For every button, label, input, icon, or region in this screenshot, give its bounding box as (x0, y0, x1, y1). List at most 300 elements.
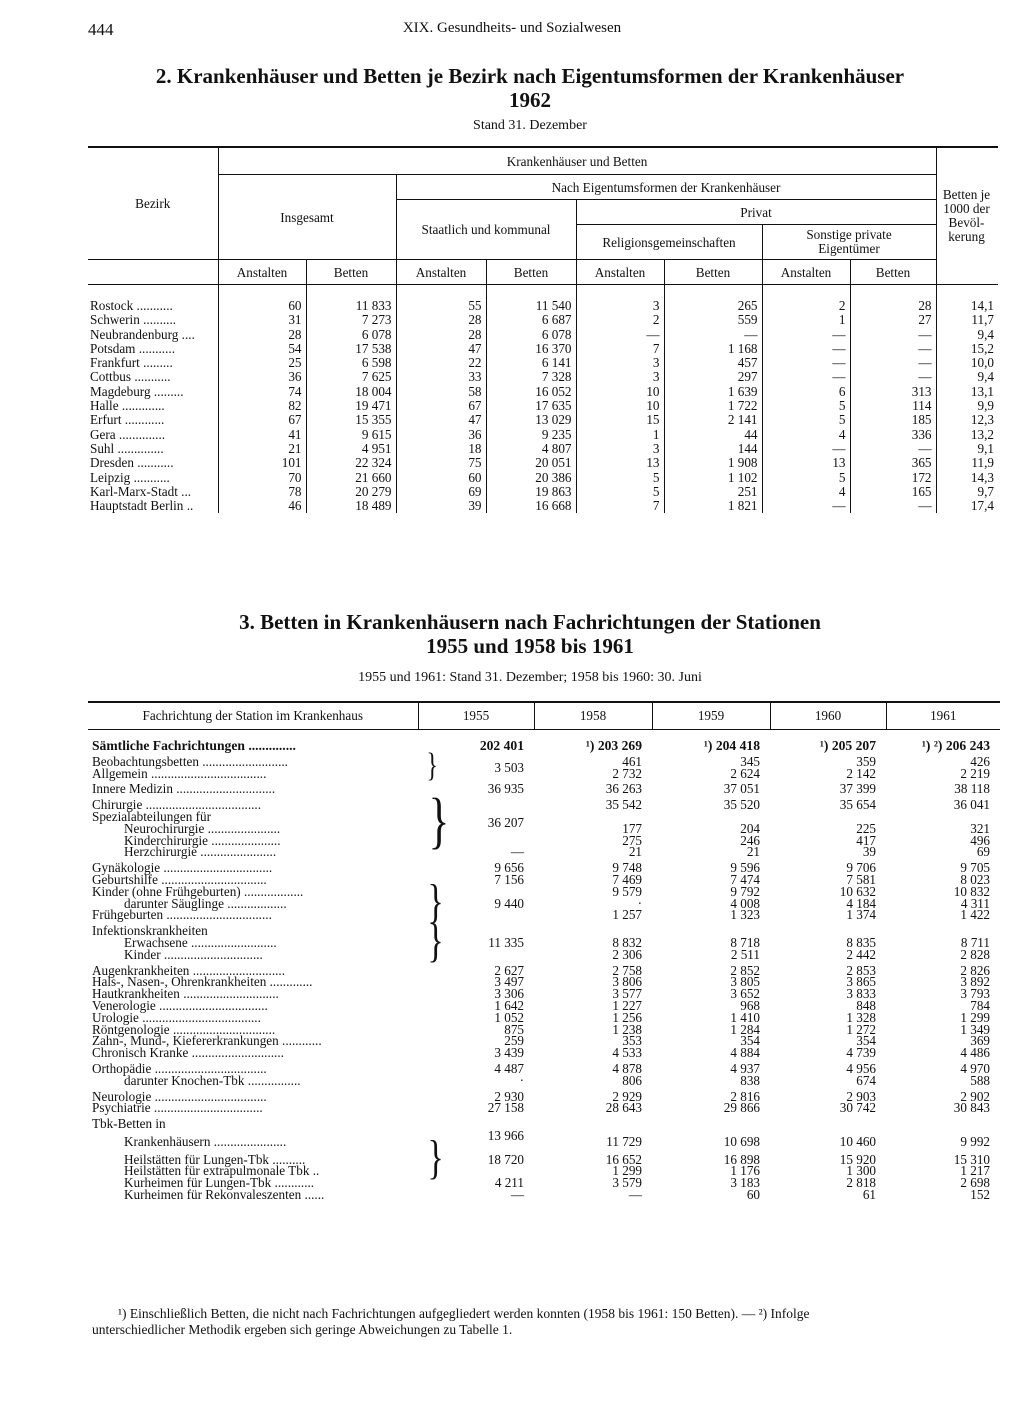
header-betten: Betten (306, 260, 396, 285)
fachrichtung-label: Chirurgie ................................... (92, 797, 261, 813)
table-cell: 8 711 (960, 934, 990, 950)
table-cell: 3 652 (730, 986, 760, 1002)
table-cell (418, 1151, 534, 1167)
table-row (88, 499, 998, 513)
table-cell: 354 (856, 1033, 876, 1049)
table-row (88, 442, 998, 456)
table-cell: 9 579 (612, 883, 642, 899)
table-cell: 16 652 (605, 1151, 642, 1167)
table-row (88, 779, 1000, 795)
table-cell: 1 238 (612, 1021, 642, 1037)
table-cell: 848 (856, 997, 876, 1013)
bezirk-name: Potsdam ........... (90, 341, 175, 356)
table-cell: 177 (622, 820, 642, 836)
table-cell: 3 183 (730, 1175, 760, 1191)
table-cell: 3 497 (494, 974, 524, 990)
fachrichtung-label: Spezialabteilungen für (92, 808, 212, 824)
table-row (88, 1114, 1000, 1130)
table-cell: 2 929 (612, 1088, 642, 1104)
table-cell: 2 219 (960, 765, 990, 781)
table-cell: 13 (576, 456, 664, 470)
table-cell: — (850, 370, 936, 384)
fachrichtung-label: Hautkrankheiten ............................. (92, 986, 279, 1002)
table-cell (886, 1114, 1000, 1130)
table-cell: 9,4 (936, 370, 998, 384)
table-cell: 21 660 (306, 471, 396, 485)
fachrichtung-label: darunter Säuglinge .................. (124, 895, 287, 911)
braced-value: 9 440 (494, 895, 524, 911)
table-cell: 259 (504, 1033, 524, 1049)
table-cell: 10 632 (839, 883, 876, 899)
table-row (88, 413, 998, 427)
table-cell: 28 (850, 299, 936, 313)
fachrichtung-label: Frühgeburten ................................ (92, 907, 272, 923)
table-cell: 18 (396, 442, 486, 456)
table-cell: 29 866 (723, 1100, 760, 1116)
header-fachrichtung: Fachrichtung der Station im Krankenhaus (88, 702, 418, 730)
table-cell: 4 211 (494, 1175, 524, 1191)
table-cell: 10,0 (936, 356, 998, 370)
table-cell: 1 052 (494, 1009, 524, 1025)
table-cell: 17 538 (306, 342, 396, 356)
bezirk-name: Karl-Marx-Stadt ... (90, 484, 192, 499)
table-cell: 3 865 (846, 974, 876, 990)
table-cell: 4 008 (730, 895, 760, 911)
table-cell: 875 (504, 1021, 524, 1037)
table-cell: 31 (218, 313, 306, 327)
table-cell: 1 (576, 428, 664, 442)
total-value: ¹) 204 418 (703, 738, 760, 753)
header-nach-eigentum: Nach Eigentumsformen der Krankenhäuser (396, 175, 936, 200)
table-row (88, 456, 998, 470)
table-cell: 3 439 (494, 1045, 524, 1061)
footnote-2: unterschiedlicher Methodik ergeben sich geringe Abweichungen zu Tabelle 1. (92, 1322, 513, 1337)
table-row (88, 428, 998, 442)
fachrichtung-label: Kinder .............................. (124, 946, 263, 962)
table-cell: 2 732 (612, 765, 642, 781)
table-cell: 3 892 (960, 974, 990, 990)
table-cell: 114 (850, 399, 936, 413)
table-cell: 21 (746, 844, 760, 860)
table-cell: 1 257 (612, 907, 642, 923)
fachrichtung-label: Orthopädie .................................. (92, 1060, 267, 1076)
table-cell: 4 739 (846, 1045, 876, 1061)
brace-glyph: } (427, 874, 444, 928)
table-cell: 4 311 (960, 895, 990, 911)
fachrichtung-label: Beobachtungsbetten .......................... (92, 753, 288, 769)
table-cell: 7 625 (306, 370, 396, 384)
table-cell: 8 835 (846, 934, 876, 950)
table-cell: 2 758 (612, 962, 642, 978)
header-year: 1960 (770, 702, 886, 730)
table-cell: 19 863 (486, 485, 576, 499)
table-cell: 225 (856, 820, 876, 836)
table-cell: 3 579 (612, 1175, 642, 1191)
table-cell: 35 654 (839, 797, 876, 813)
table-cell: 9 656 (494, 860, 524, 876)
table-cell: 8 832 (612, 934, 642, 950)
table-cell: 16 370 (486, 342, 576, 356)
table-cell: 13,1 (936, 385, 998, 399)
header-staatlich: Staatlich und kommunal (396, 200, 576, 260)
table-cell: 1 168 (664, 342, 762, 356)
header-betten: Betten (486, 260, 576, 285)
table-cell: 22 (396, 356, 486, 370)
table-cell: 16 668 (486, 499, 576, 513)
fachrichtung-label: Chronisch Kranke ............................ (92, 1045, 284, 1061)
total-value: 202 401 (479, 738, 524, 753)
table-cell: 9 615 (306, 428, 396, 442)
table-cell: 22 324 (306, 456, 396, 470)
table-cell: 11 833 (306, 299, 396, 313)
table-cell: 8 718 (730, 934, 760, 950)
table-cell: 6 078 (306, 328, 396, 342)
header-bezirk: Bezirk (88, 147, 218, 260)
table-cell: 496 (970, 832, 990, 848)
header-betten: Betten (664, 260, 762, 285)
table-cell: 2 442 (846, 946, 876, 962)
table-cell: 4 (762, 428, 850, 442)
fachrichtung-label: Gynäkologie ................................. (92, 860, 273, 876)
table-cell: — (850, 499, 936, 513)
table-cell: 2 816 (730, 1088, 760, 1104)
table-cell: 12,3 (936, 413, 998, 427)
braced-value: 11 335 (488, 935, 524, 951)
table-cell: 275 (622, 832, 642, 848)
bezirk-name: Cottbus ........... (90, 370, 171, 385)
fachrichtung-label: Zahn-, Mund-, Kiefererkrankungen ............ (92, 1033, 322, 1049)
table-row (88, 795, 1000, 811)
table-cell: 2 903 (846, 1088, 876, 1104)
table-cell: 78 (218, 485, 306, 499)
table-cell: 1 299 (612, 1163, 642, 1179)
table-cell: 35 542 (605, 797, 642, 813)
table-cell: 968 (740, 997, 760, 1013)
table-cell: 28 (396, 313, 486, 327)
table-cell: 58 (396, 385, 486, 399)
header-kh-und-betten: Krankenhäuser und Betten (218, 147, 936, 175)
fachrichtung-label: Tbk-Betten in (92, 1116, 166, 1132)
page-number: 444 (88, 20, 114, 39)
table-row (88, 385, 998, 399)
table-cell: 588 (970, 1072, 990, 1088)
table-cell: 204 (740, 820, 760, 836)
table-cell: 67 (396, 399, 486, 413)
table-cell (418, 746, 534, 784)
table-cell: 4 184 (846, 895, 876, 911)
bezirk-name: Dresden ........... (90, 456, 174, 471)
table-cell: 37 399 (839, 781, 876, 797)
table-cell: 46 (218, 499, 306, 513)
table-cell: 19 471 (306, 399, 396, 413)
table-row (88, 846, 1000, 858)
fachrichtung-label: Kurheimen für Rekonvaleszenten ...... (124, 1186, 325, 1202)
table-cell: 7 (576, 342, 664, 356)
table-cell: 9,4 (936, 328, 998, 342)
table-cell: 10 832 (953, 883, 990, 899)
table-cell: — (762, 370, 850, 384)
table-cell: 1 323 (730, 907, 760, 923)
braced-value: 18 720 (487, 1151, 524, 1167)
table-cell: 17,4 (936, 499, 998, 513)
table-cell: 11 729 (606, 1133, 642, 1149)
table-cell: 21 (628, 844, 642, 860)
table-cell: 60 (218, 299, 306, 313)
table-cell: 10 (576, 385, 664, 399)
table-cell: 359 (856, 753, 876, 769)
table-cell: — (576, 328, 664, 342)
table-cell: 172 (850, 471, 936, 485)
fachrichtung-label: Neurochirurgie ...................... (124, 820, 281, 836)
table-cell: 1 349 (960, 1021, 990, 1037)
table-cell: 15,2 (936, 342, 998, 356)
header-betten: Betten (850, 260, 936, 285)
table-cell: 3 (576, 356, 664, 370)
table-cell: 9 596 (730, 860, 760, 876)
table-cell: 3 577 (612, 986, 642, 1002)
table-row (88, 313, 998, 327)
table-cell: · (637, 895, 642, 911)
header-insgesamt: Insgesamt (218, 175, 396, 260)
table-cell: 13 029 (486, 413, 576, 427)
table-cell: 9 705 (960, 860, 990, 876)
table-cell: — (628, 1186, 642, 1202)
table-cell: 14,3 (936, 471, 998, 485)
table-cell: 75 (396, 456, 486, 470)
table-cell: 1 (762, 313, 850, 327)
table-cell (534, 1114, 652, 1130)
table-row (88, 356, 998, 370)
table-cell: 5 (762, 399, 850, 413)
table-cell: — (762, 442, 850, 456)
table-row (88, 342, 998, 356)
table-cell: 9 706 (846, 860, 876, 876)
fachrichtung-label: Erwachsene .......................... (124, 934, 277, 950)
table-cell: 20 279 (306, 485, 396, 499)
table-cell: 18 489 (306, 499, 396, 513)
table-cell: 4 807 (486, 442, 576, 456)
table-cell: — (850, 356, 936, 370)
table-cell: 7 469 (612, 871, 642, 887)
table-cell: 4 937 (730, 1060, 760, 1076)
table-cell (418, 768, 534, 780)
table-cell: 9,1 (936, 442, 998, 456)
braced-value: 36 207 (487, 815, 524, 831)
table-cell: 38 118 (954, 781, 990, 797)
table-cell: 806 (622, 1072, 642, 1088)
table-cell: 36 (396, 428, 486, 442)
table-cell: 9 792 (730, 883, 760, 899)
bezirk-name: Gera .............. (90, 427, 166, 442)
bezirk-name: Halle ............. (90, 399, 165, 414)
header-sonstige: Sonstige private Eigentümer (762, 225, 936, 260)
table-row (88, 949, 1000, 961)
table-cell: 784 (970, 997, 990, 1013)
fachrichtung-label: Kinder (ohne Frühgeburten) .................. (92, 883, 304, 899)
fachrichtung-label: Krankenhäusern ...................... (124, 1133, 287, 1149)
table-cell: 2 306 (612, 946, 642, 962)
table1-title-line2: 1962 (509, 88, 551, 112)
table-cell: 365 (850, 456, 936, 470)
table1-subtitle: Stand 31. Dezember (473, 118, 587, 133)
bezirk-name: Rostock ........... (90, 299, 173, 313)
table-cell: 7 156 (494, 871, 524, 887)
table-row (88, 1189, 1000, 1201)
table-cell: 7 328 (486, 370, 576, 384)
fachrichtung-label: Allgemein ................................... (92, 765, 267, 781)
table-cell: 674 (856, 1072, 876, 1088)
table-cell: 13 (762, 456, 850, 470)
brace-glyph: } (427, 1130, 444, 1184)
table-cell: 28 (218, 328, 306, 342)
table-cell: 2 826 (960, 962, 990, 978)
table-cell: 417 (856, 832, 876, 848)
table-cell: 61 (862, 1186, 876, 1202)
table-cell: 345 (740, 753, 760, 769)
table2-subtitle: 1955 und 1961: Stand 31. Dezember; 1958 bis 1960: 30. Juni (358, 670, 702, 685)
table-cell: 2 624 (730, 765, 760, 781)
table-cell: 15 355 (306, 413, 396, 427)
header-religion: Religionsgemeinschaften (576, 225, 762, 260)
fachrichtung-label: Hals-, Nasen-, Ohrenkrankheiten ............. (92, 974, 313, 990)
table-cell: — (762, 328, 850, 342)
table-cell: 5 (762, 471, 850, 485)
table-cell: 14,1 (936, 299, 998, 313)
table-cell: 54 (218, 342, 306, 356)
braced-value: 3 503 (494, 759, 524, 775)
table-cell: — (850, 342, 936, 356)
table-cell: 4 533 (612, 1045, 642, 1061)
table-cell: 559 (664, 313, 762, 327)
table-cell (652, 1114, 770, 1130)
table-cell: 1 642 (494, 997, 524, 1013)
table-cell: 3 793 (960, 986, 990, 1002)
table-cell: 60 (396, 471, 486, 485)
total-value: ¹) 205 207 (819, 738, 876, 753)
total-label: Sämtliche Fachrichtungen .............. (92, 738, 296, 753)
table-cell: 3 (576, 299, 664, 313)
table-cell: 7 273 (306, 313, 396, 327)
brace-glyph: } (427, 914, 444, 968)
table-cell: 3 805 (730, 974, 760, 990)
table-cell: 15 310 (953, 1151, 990, 1167)
table-cell: 1 256 (612, 1009, 642, 1025)
table-cell: — (510, 1186, 524, 1202)
fachrichtung-label: Infektionskrankheiten (92, 923, 208, 939)
fachrichtung-label: Venerologie ................................. (92, 997, 268, 1013)
bezirk-name: Suhl .............. (90, 441, 164, 456)
table-cell: 144 (664, 442, 762, 456)
table-cell: 2 853 (846, 962, 876, 978)
fachrichtung-label: Kinderchirurgie ..................... (124, 832, 281, 848)
table-cell: 3 (576, 442, 664, 456)
table-cell: 1 328 (846, 1009, 876, 1025)
table-row (88, 471, 998, 485)
table-cell: 2 930 (494, 1088, 524, 1104)
table-cell: 2 818 (846, 1175, 876, 1191)
table-cell: 9,9 (936, 399, 998, 413)
table-cell (418, 914, 534, 968)
table-row (88, 1130, 1000, 1154)
table-cell: 10 460 (839, 1133, 876, 1149)
table-cell: — (762, 499, 850, 513)
table-cell: 47 (396, 413, 486, 427)
table-cell: 20 386 (486, 471, 576, 485)
table-cell: 15 920 (839, 1151, 876, 1167)
table-cell: 2 (576, 313, 664, 327)
bezirk-name: Schwerin .......... (90, 313, 177, 328)
table-cell: 165 (850, 485, 936, 499)
table-cell: 6 598 (306, 356, 396, 370)
table-cell: 4 (762, 485, 850, 499)
table-cell: 336 (850, 428, 936, 442)
table-cell: 13 966 } 18 720 (427, 1127, 524, 1184)
table-row (88, 485, 998, 499)
table-cell: 5 (762, 413, 850, 427)
table-cell: 3 833 (846, 986, 876, 1002)
table-cell: 838 (740, 1072, 760, 1088)
table-cell: · (519, 1072, 524, 1088)
table-cell: 1 639 (664, 385, 762, 399)
table-row (88, 370, 998, 384)
table-cell: 36 (218, 370, 306, 384)
table-row (88, 328, 998, 342)
table-cell: 1 410 (730, 1009, 760, 1025)
total-value: ¹) ²) 206 243 (921, 738, 990, 753)
total-value: ¹) 203 269 (585, 738, 642, 753)
table-cell: 3 806 (612, 974, 642, 990)
table-row (88, 768, 1000, 780)
table-cell: 6 (762, 385, 850, 399)
header-betten-je-1000: Betten je 1000 der Bevöl-kerung (936, 147, 998, 285)
table-cell: 321 (970, 820, 990, 836)
running-header: XIX. Gesundheits- und Sozialwesen (402, 20, 622, 36)
bezirk-name: Frankfurt ......... (90, 356, 173, 371)
table-cell: 1 422 (960, 907, 990, 923)
table-cell: 251 (664, 485, 762, 499)
table-cell: 7 474 (730, 871, 760, 887)
table-cell: 47 (396, 342, 486, 356)
table-cell: 27 (850, 313, 936, 327)
bezirk-name: Hauptstadt Berlin .. (90, 499, 194, 514)
brace-glyph: } (428, 787, 450, 856)
table-cell: 9 235 (486, 428, 576, 442)
table-cell: 152 (970, 1186, 990, 1202)
table-cell: 1 102 (664, 471, 762, 485)
table-cell: 28 (396, 328, 486, 342)
table-cell: 1 821 (664, 499, 762, 513)
table-cell: 8 023 (960, 871, 990, 887)
header-anstalten: Anstalten (762, 260, 850, 285)
bezirk-name: Erfurt ............ (90, 413, 165, 428)
table-cell: 2 (762, 299, 850, 313)
table-cell: 39 (396, 499, 486, 513)
table-cell: 7 581 (846, 871, 876, 887)
table-cell: 2 698 (960, 1175, 990, 1191)
table-cell: 4 970 (960, 1060, 990, 1076)
table-cell: 313 (850, 385, 936, 399)
header-year: 1959 (652, 702, 770, 730)
table-cell: 1 284 (730, 1021, 760, 1037)
header-anstalten: Anstalten (396, 260, 486, 285)
table-row (88, 299, 998, 313)
table-cell: 28 643 (605, 1100, 642, 1116)
fachrichtung-label: Kurheimen für Lungen-Tbk ............ (124, 1175, 315, 1191)
table-cell: 9 992 (960, 1133, 990, 1149)
table-cell: 67 (218, 413, 306, 427)
table-cell: 461 (622, 753, 642, 769)
bezirk-name: Magdeburg ......... (90, 384, 184, 399)
